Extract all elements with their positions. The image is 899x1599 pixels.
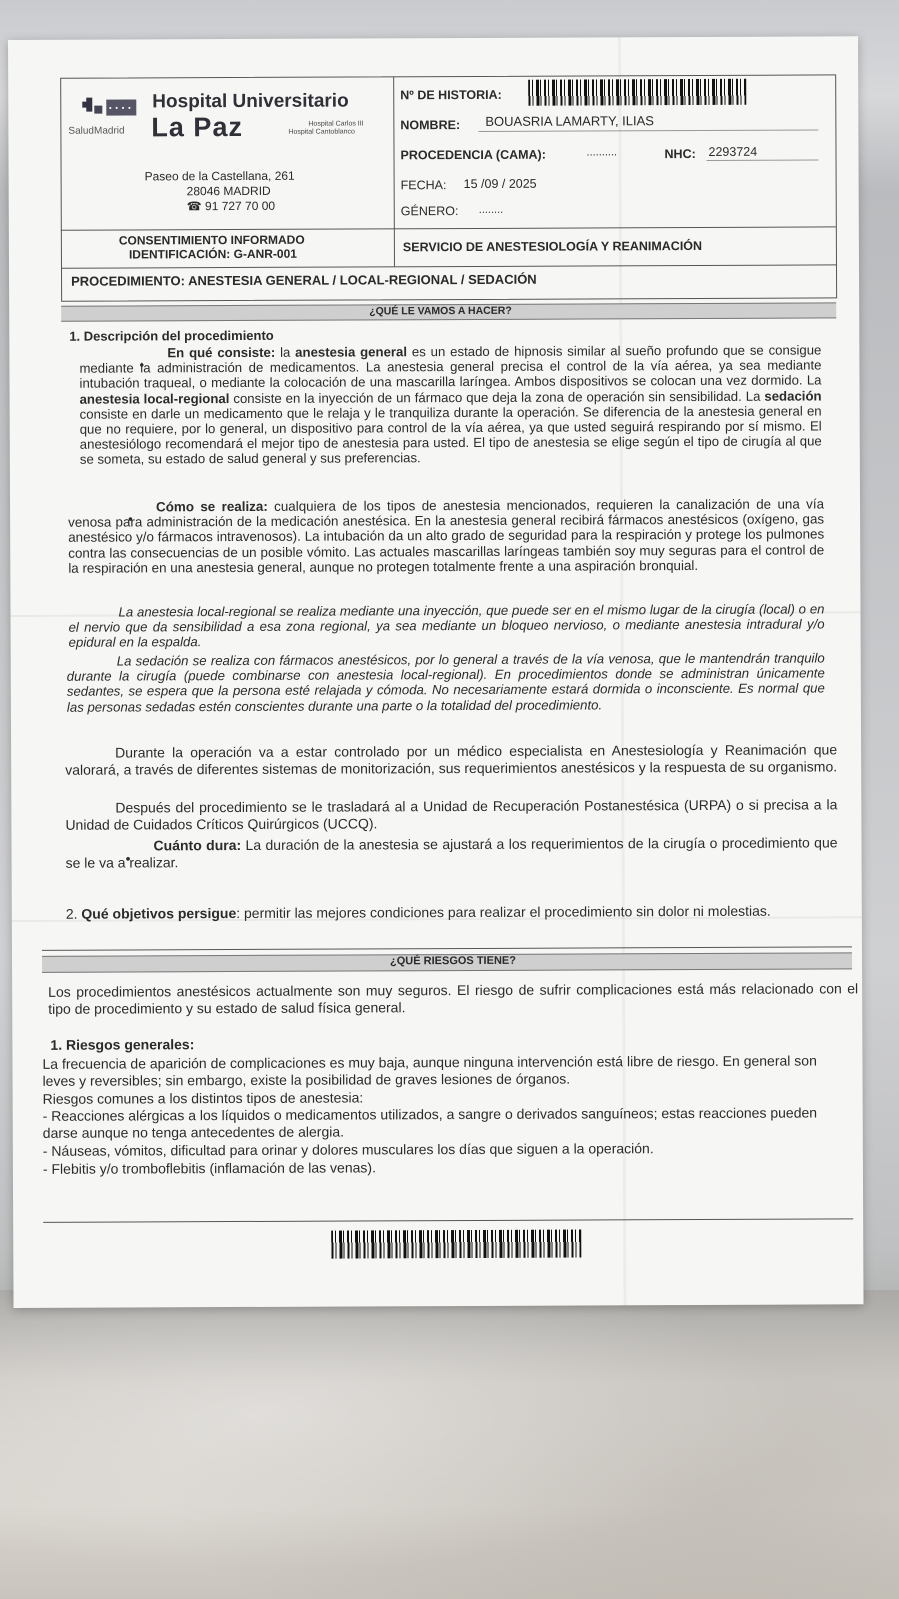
riesgos-generales-heading: 1. Riesgos generales: [50,1036,195,1053]
text: Durante la operación va a estar controlado por un médico especialista en Anestesiología y Reanimación que valorará, a través de diferentes sistemas de monitorización, sus requerimientos anestésicos y la respuesta de su organismo. [65,741,838,778]
descripcion-heading: 1. Descripción del procedimiento [69,327,274,344]
section-title-hacer: ¿QUÉ LE VAMOS A HACER? [369,304,512,318]
riesgos-frecuencia: La frecuencia de aparición de complicaciones es muy baja, aunque ninguna intervención está libre de riesgo. En general son leves y reversibles; sin embargo, existe la posibilidad de graves lesiones de órganos. [42,1052,817,1089]
footer-barcode [331,1230,581,1259]
background-floor [0,1290,899,1599]
nhc-label: NHC: [664,147,696,162]
text: Después del procedimiento se le trasladará al a Unidad de Recuperación Postanestésica (URPA) o si precisa a la Unidad de Cuidados Críticos Quirúrgicos (UCCQ). [65,796,838,833]
logo-region: SaludMadrid [68,125,125,137]
paragraph-como-se-realiza [68,496,824,575]
text: cualquiera de los tipos de anestesia mencionados, requieren la canalización de una vía venosa para administración de la medicación anestésica. En la anestesia general recibirá fármacos anestésicos (oxígeno, gas anestésico y/o fármacos intravenosos). La intubación da un alto grado de seguridad para la respiración y protege los pulmones contra las consecuencias de un posible vómito. Las actuales mascarillas laríngeas también soy muy seguras para el control de la respiración en una anestesia general, aunque no protegen totalmente frente a una aspiración bronquial. [68,496,825,576]
label-cuanto-dura: Cuánto dura: [153,836,242,854]
nhc-value: 2293724 [708,144,758,159]
term-sedacion: sedación [764,388,822,404]
paragraph-objetivos [66,902,838,922]
logo-sub-1: Hospital Carlos III [308,120,364,128]
text: La duración de la anestesia se ajustará a los requerimientos de la cirugía o procedimiento que se le va a realizar. [65,834,838,871]
consent-id: IDENTIFICACIÓN: G-ANR-001 [128,246,297,262]
term-anestesia-local: anestesia local-regional [79,390,230,407]
paragraph-sedacion [67,650,825,714]
text: consiste en darle un medicamento que le relaja y le tranquiliza durante la operación. Se diferencia de la anestesia general en que no requiere, por lo general, un dispositivo para control de la vía aérea, ya que usted seguirá respirando por sí mismo. El anestesiólogo recomendará el mejor tipo de anestesia para usted. El tipo de anestesia se elige según el tipo de cirugía al que se someta, su estado de salud general y sus preferencias. [79,403,822,468]
text: La anestesia local-regional se realiza mediante una inyección, que puede ser en el mismo lugar de la cirugía (local) o en el nervio que da sensibilidad a esa zona regional, ya sea mediante un bloqueo nervioso, o mediante anestesia intradural y/o epidural en la espalda. [68,601,825,651]
label-en-que-consiste: En qué consiste: [167,344,276,361]
paragraph-despues [65,796,837,833]
text: la [275,344,296,360]
servicio-title: SERVICIO DE ANESTESIOLOGÍA Y REANIMACIÓN [402,238,703,255]
procedimiento-title: PROCEDIMIENTO: ANESTESIA GENERAL / LOCAL-REGIONAL / SEDACIÓN [71,271,537,289]
address-line-1: Paseo de la Castellana, 261 [144,168,295,184]
paragraph-en-que-consiste [79,342,822,467]
text: La sedación se realiza con fármacos anestésicos, por lo general a través de la vía venosa, que le mantendrán tranquilo durante la cirugía (puede combinarse con anestesia local-regional). En procedimientos donde se administran únicamente sedantes, se espera que la persona esté relajada y cómoda. No necesariamente estará dormida o inconsciente. Es normal que las personas sedadas estén conscientes durante una parte o la totalidad del procedimiento. [66,650,825,715]
riesgo-nauseas: - Náuseas, vómitos, dificultad para orinar y dolores musculares los días que siguen a la operación. [42,1140,654,1159]
historia-label: Nº DE HISTORIA: [400,87,502,103]
phone-number: ☎ 91 727 70 00 [186,198,276,214]
procedencia-label: PROCEDENCIA (CAMA): [400,147,546,163]
section-divider [42,946,852,951]
riesgo-alergicas: - Reacciones alérgicas a los líquidos o medicamentos utilizados, a sangre o derivados sanguíneos; estas reacciones pueden darse aunque no tenga antecedentes de alergia. [42,1104,818,1141]
riesgo-flebitis: - Flebitis y/o tromboflebitis (inflamación de las venas). [42,1159,376,1177]
genero-value: ........ [478,203,504,216]
logo-sub-2: Hospital Cantoblanco [288,128,355,136]
historia-barcode [528,79,746,106]
nombre-value: BOUASRIA LAMARTY, ILIAS [485,113,654,129]
paragraph-local-regional [68,601,824,650]
text: : permitir las mejores condiciones para realizar el procedimiento sin dolor ni molestias. [236,902,771,922]
genero-label: GÉNERO: [400,204,459,219]
consent-document [8,36,864,1308]
riesgos-comunes: Riesgos comunes a los distintos tipos de anestesia: [42,1089,364,1107]
svg-text:• • • •: • • • • [108,104,132,113]
logo-title-main: La Paz [151,111,243,143]
section-title-riesgos: ¿QUÉ RIESGOS TIENE? [389,954,516,968]
nombre-label: NOMBRE: [400,118,461,133]
fecha-label: FECHA: [400,178,447,193]
text: es un estado de hipnosis similar al sueño profundo que se consigue mediante la administración de medicamentos. La anestesia general precisa el control de la vía aérea, ya sea mediante intubación traqueal, o mediante la colocación de una mascarilla laríngea. Ambos dispositivos se colocan una vez dormido. La [79,342,822,392]
paragraph-durante-operacion [65,741,837,778]
term-anestesia-general: anestesia general [295,344,408,360]
text: consiste en la inyección de un fármaco que deja la zona de operación sin sensibilidad. La [229,388,765,406]
address-line-2: 28046 MADRID [186,183,271,199]
riesgos-intro: Los procedimientos anestésicos actualmente son muy seguros. El riesgo de sufrir complicaciones está más relacionado con el tipo de procedimiento y su estado de salud física general. [48,980,859,1017]
procedencia-value: .......... [586,146,618,159]
consent-title: CONSENTIMIENTO INFORMADO [118,232,305,248]
paragraph-cuanto-dura [65,834,837,871]
fecha-value: 15 /09 / 2025 [463,176,537,192]
text: 2. [65,905,82,922]
label-objetivos: Qué objetivos persigue [81,905,237,922]
label-como-se-realiza: Cómo se realiza: [156,498,268,515]
logo-title-top: Hospital Universitario [152,90,349,113]
footer-divider [43,1218,853,1223]
